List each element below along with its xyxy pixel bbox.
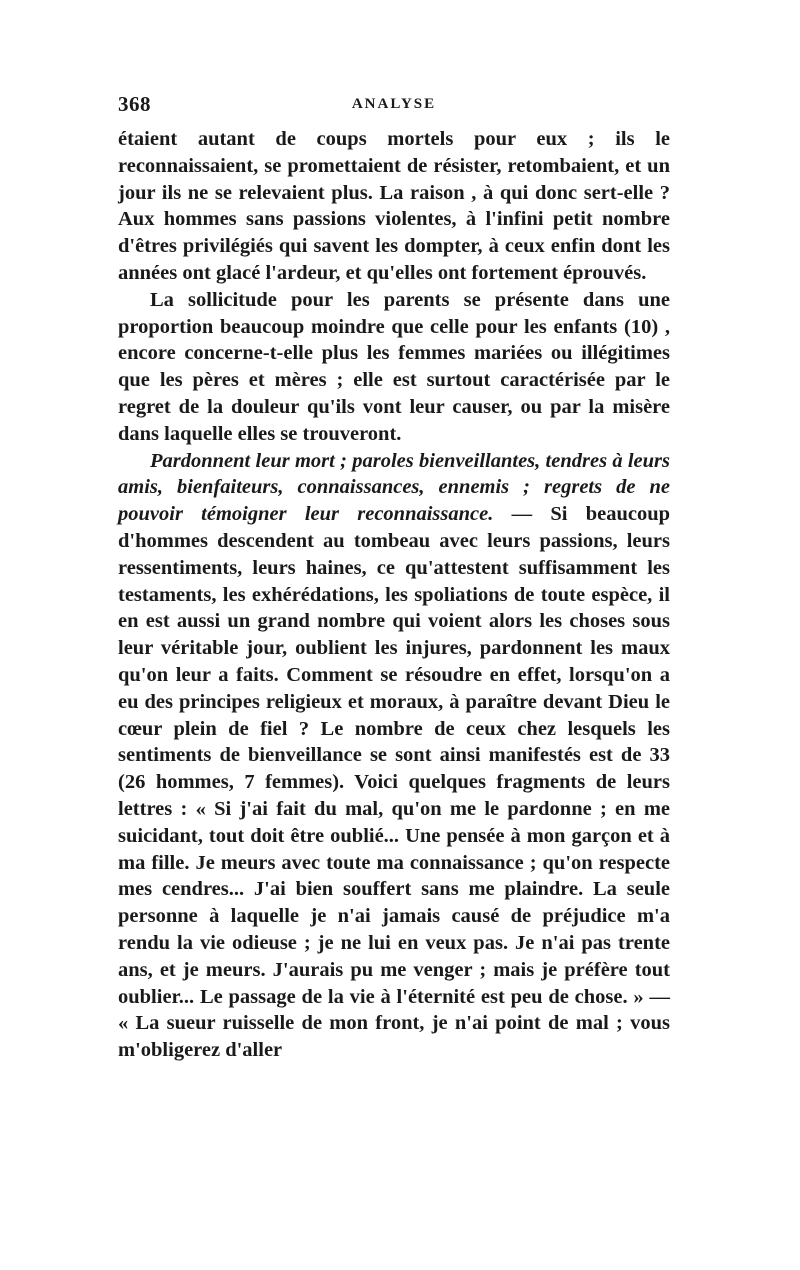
paragraph-3 <box>118 448 670 1064</box>
page-header <box>118 92 670 126</box>
book-page <box>118 92 670 1064</box>
running-head: ANALYSE <box>351 96 437 112</box>
paragraph-3-text: — Si beaucoup d'hommes descendent au tombeau avec leurs passions, leurs ressentiments, leurs haines, ce qu'attestent suffisamment les testaments, les exhérédations, les spoliations de toute espèce, il en est aussi un grand nombre qui voient alors les choses sous leur véritable jour, oublient les injures, pardonnent les maux qu'on leur a faits. Comment se résoudre en effet, lorsqu'on a eu des principes religieux et moraux, à paraître devant Dieu le cœur plein de fiel ? Le nombre de ceux chez lesquels les sentiments de bienveillance se sont ainsi manifestés est de 33 (26 hommes, 7 femmes). Voici quelques fragments de leurs lettres : « Si j'ai fait du mal, qu'on me le pardonne ; en me suicidant, tout doit être oublié... Une pensée à mon garçon et à ma fille. Je meurs avec toute ma connaissance ; qu'on respecte mes cendres... J'ai bien souffert sans me plaindre. La seule personne à laquelle je n'ai jamais causé de préjudice m'a rendu la vie odieuse ; je ne lui en veux pas. Je n'ai pas trente ans, et je meurs. J'aurais pu me venger ; mais je préfère tout oublier... Le passage de la vie à l'éternité est peu de chose. » — « La sueur ruisselle de mon front, je n'ai point de mal ; vous m'obligerez d'aller <box>118 503 670 1062</box>
paragraph-1: étaient autant de coups mortels pour eux ; ils le reconnaissaient, se promettaient de résister, retombaient, et un jour ils ne se relevaient plus. La raison , à qui donc sert-elle ? Aux hommes sans passions violentes, à l'infini petit nombre d'êtres privilégiés qui savent les dompter, à ceux enfin dont les années ont glacé l'ardeur, et qu'elles ont fortement éprouvés. <box>118 128 670 284</box>
body-text <box>118 126 670 1064</box>
paragraph-3-italic-heading: Pardonnent leur mort ; paroles bienveillantes, tendres à leurs amis, bienfaiteurs, connaissances, ennemis ; regrets de ne pouvoir témoigner leur reconnaissance. <box>118 449 670 526</box>
paragraph-2: La sollicitude pour les parents se présente dans une proportion beaucoup moindre que celle pour les enfants (10) , encore concerne-t-elle plus les femmes mariées ou illégitimes que les pères et mères ; elle est surtout caractérisée par le regret de la douleur qu'ils vont leur causer, ou par la misère dans laquelle elles se trouveront. <box>118 288 670 445</box>
page-number: 368 <box>118 92 151 116</box>
